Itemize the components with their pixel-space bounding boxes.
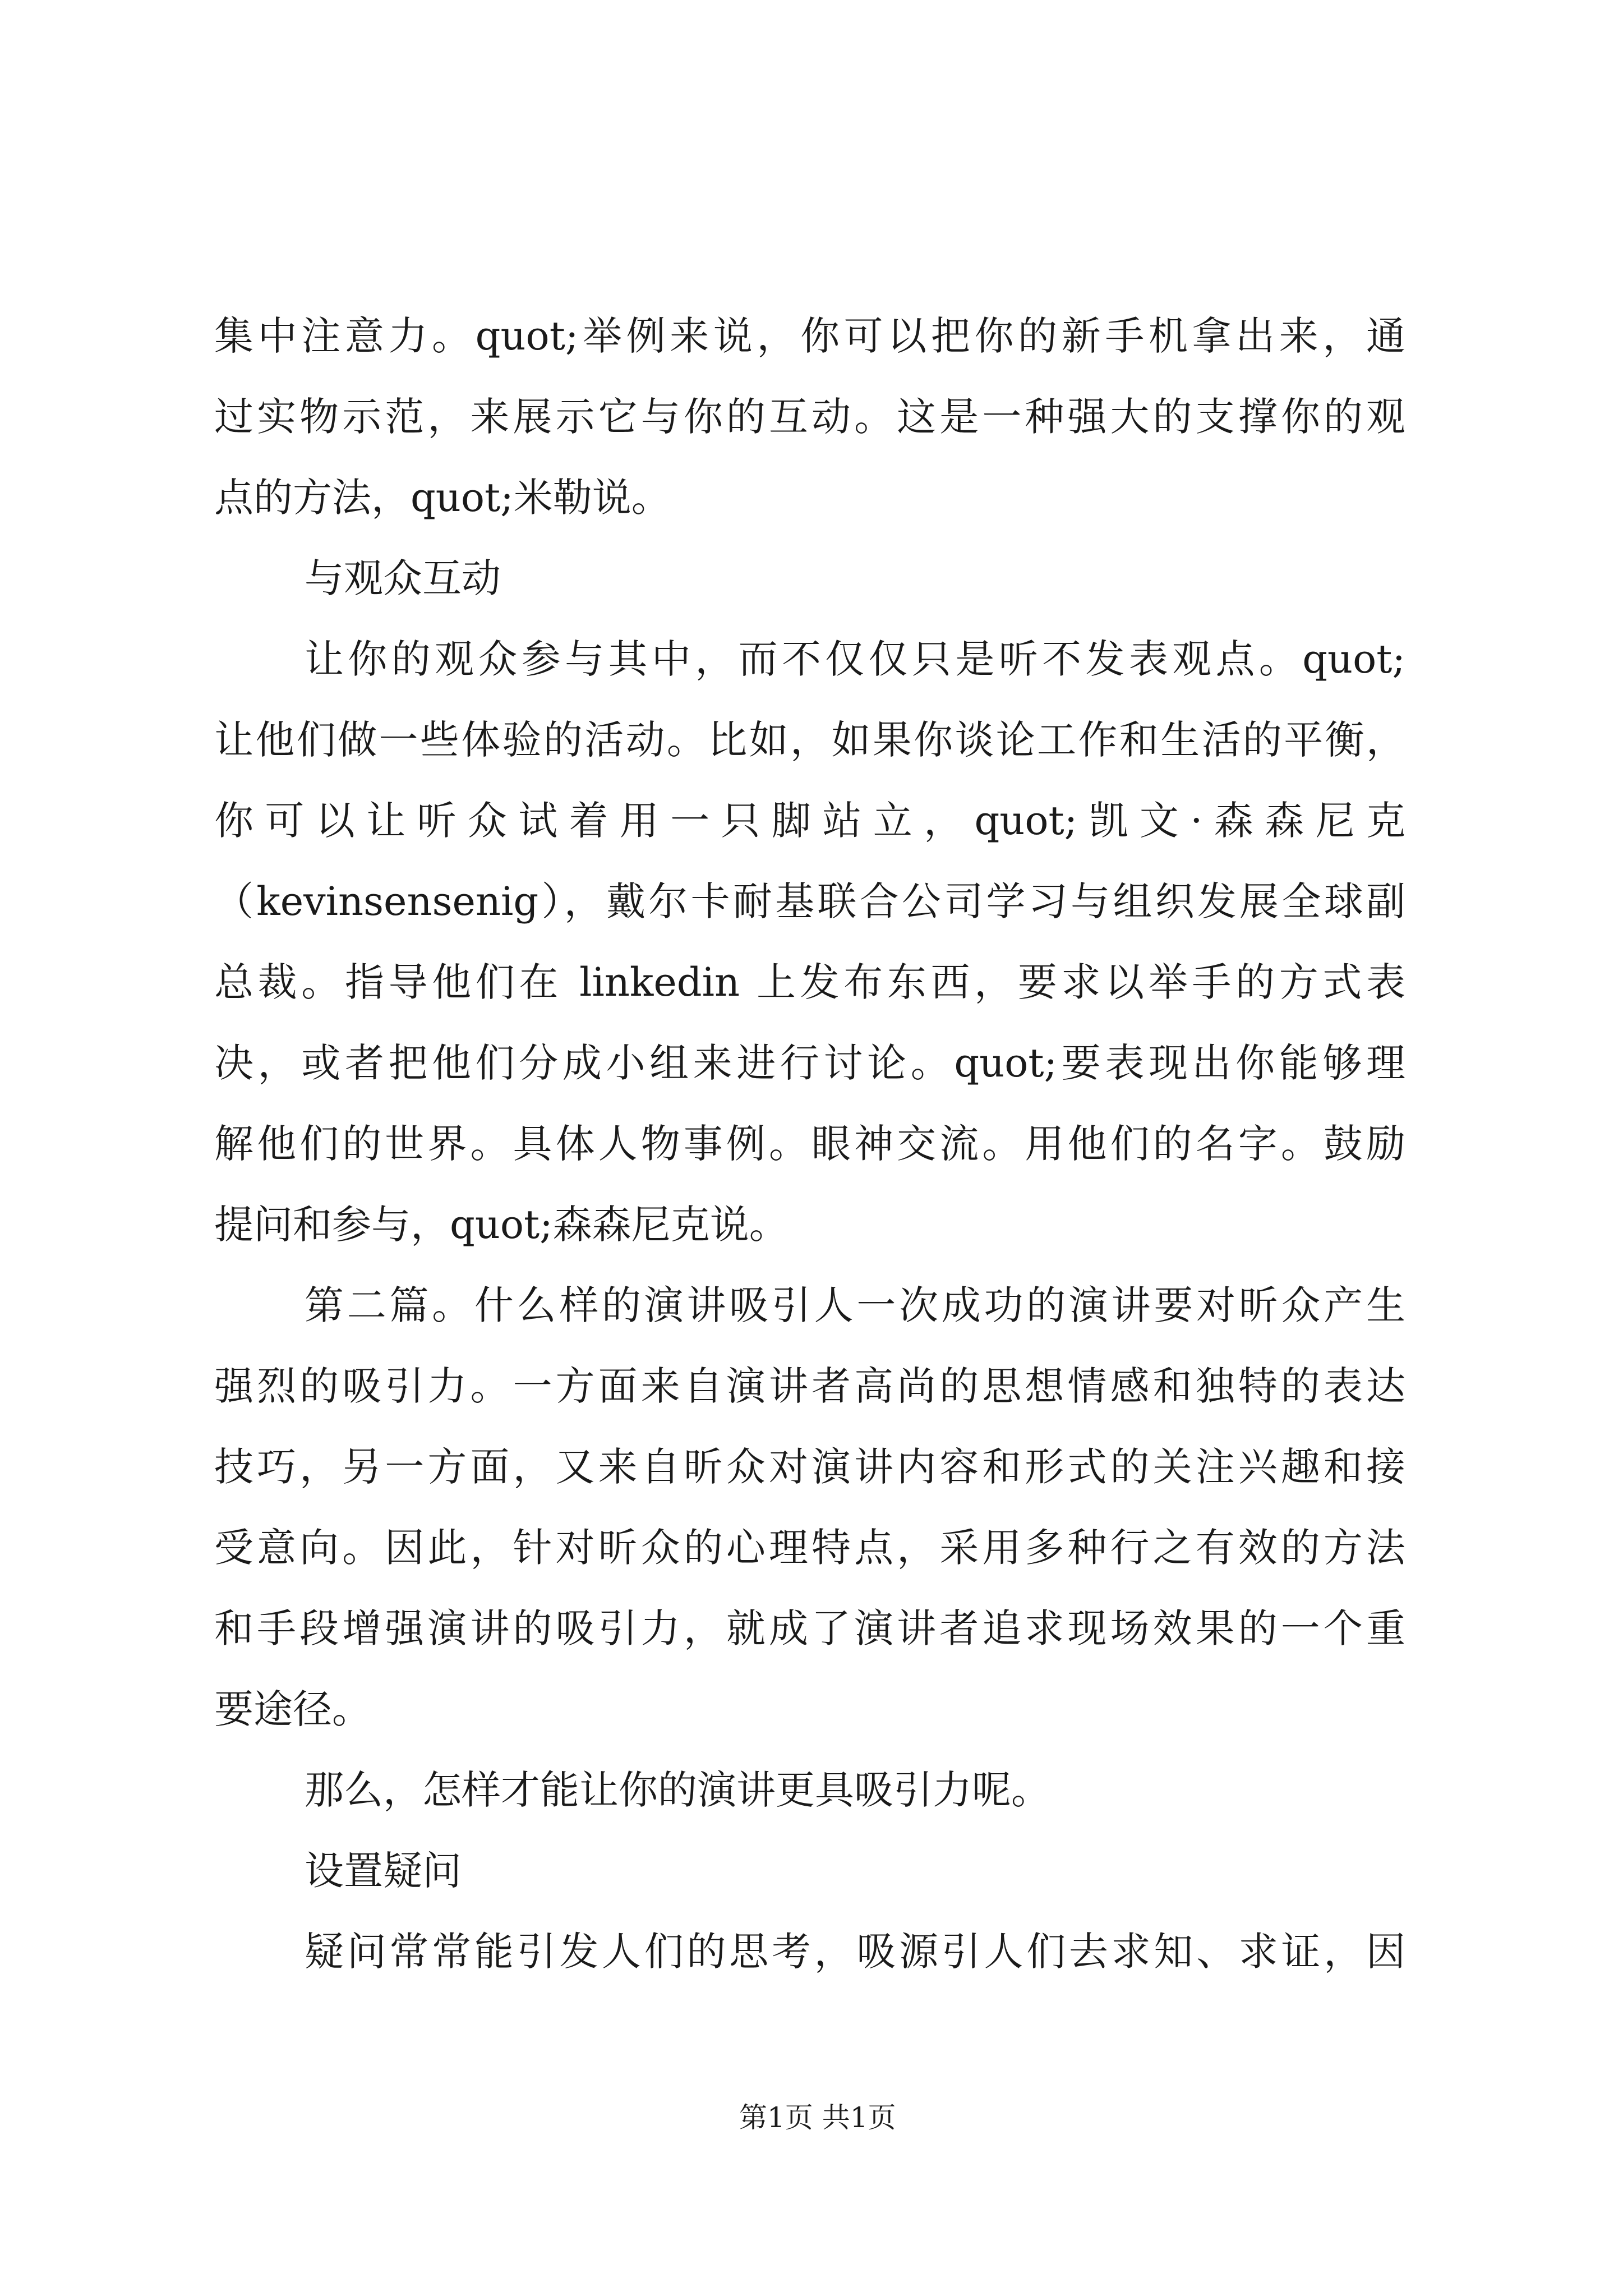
text-line: 和手段增强演讲的吸引力，就成了演讲者追求现场效果的一个重 (214, 1605, 1405, 1651)
text-line: 强烈的吸引力。一方面来自演讲者高尚的思想情感和独特的表达 (214, 1363, 1405, 1409)
text-line: 点的方法，quot;米勒说。 (214, 475, 671, 521)
text-line: 决，或者把他们分成小组来进行讨论。quot;要表现出你能够理 (214, 1040, 1405, 1086)
document-body (214, 296, 1405, 1992)
text-line: （kevinsensenig），戴尔卡耐基联合公司学习与组织发展全球副 (214, 878, 1405, 924)
text-line: 受意向。因此，针对昕众的心理特点，采用多种行之有效的方法 (214, 1525, 1405, 1571)
text-line: 疑问常常能引发人们的思考，吸源引人们去求知、求证，因 (305, 1929, 1405, 1975)
text-line: 第二篇。什么样的演讲吸引人一次成功的演讲要对昕众产生 (305, 1282, 1405, 1328)
text-line: 让他们做一些体验的活动。比如，如果你谈论工作和生活的平衡， (214, 717, 1405, 763)
section-heading: 与观众互动 (305, 555, 501, 601)
text-line: 你可以让听众试着用一只脚站立，quot;凯文·森森尼克 (214, 798, 1405, 844)
text-line: 提问和参与，quot;森森尼克说。 (214, 1202, 789, 1248)
text-line: 技巧，另一方面，又来自昕众对演讲内容和形式的关注兴趣和接 (214, 1444, 1405, 1490)
text-line: 那么，怎样才能让你的演讲更具吸引力呢。 (305, 1767, 1050, 1813)
section-heading: 设置疑问 (305, 1848, 462, 1894)
text-line: 让你的观众参与其中，而不仅仅只是听不发表观点。quot; (305, 636, 1405, 682)
page-number-footer: 第1页 共1页 (739, 2101, 896, 2134)
text-line: 要途径。 (214, 1686, 371, 1732)
text-line: 过实物示范，来展示它与你的互动。这是一种强大的支撑你的观 (214, 394, 1405, 440)
text-line: 总裁。指导他们在 linkedin 上发布东西，要求以举手的方式表 (214, 959, 1405, 1005)
text-line: 集中注意力。quot;举例来说，你可以把你的新手机拿出来，通 (214, 313, 1405, 359)
text-line: 解他们的世界。具体人物事例。眼神交流。用他们的名字。鼓励 (214, 1121, 1405, 1167)
